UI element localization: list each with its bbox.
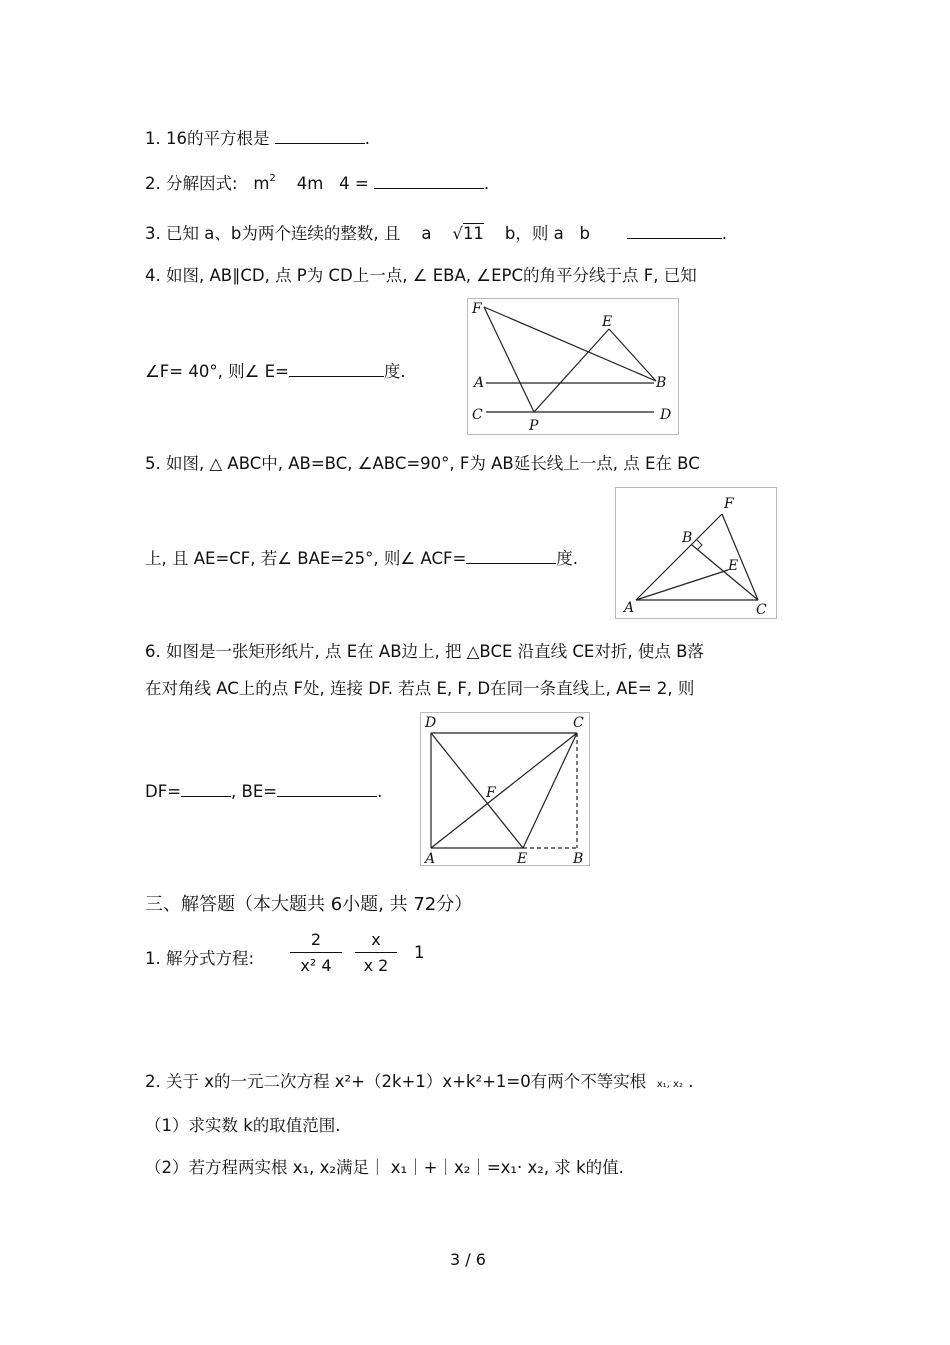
question-text: 度.: [556, 549, 579, 568]
label-B: B: [656, 375, 667, 391]
period: .: [721, 224, 727, 243]
question-number: 4.: [145, 266, 161, 285]
label-E: E: [517, 851, 528, 865]
question-number: 2.: [145, 1072, 161, 1091]
label-E: E: [728, 558, 739, 574]
problem-2-part1: （1）求实数 k的取值范围.: [145, 1116, 341, 1135]
answer-blank: [627, 224, 722, 239]
question-text: 如图, △ ABC中, AB=BC, ∠ABC=90°, F为 AB延长线上一点, 点 E在 BC: [166, 454, 700, 473]
label-C: C: [756, 602, 767, 618]
question-text: 16的平方根是: [166, 129, 270, 148]
question-number: 3.: [145, 224, 161, 243]
question-number: 2.: [145, 174, 161, 193]
fraction-numerator: x: [371, 930, 381, 949]
fraction-bar: [290, 952, 342, 953]
figure-q5-svg: [616, 488, 776, 618]
exponent: 2: [269, 172, 276, 184]
question-4: [145, 262, 697, 286]
variable-b: b: [504, 224, 516, 243]
question-text: ∠F= 40°, 则∠ E=: [145, 362, 289, 381]
question-text: 如图, AB∥CD, 点 P为 CD上一点, ∠ EBA, ∠EPC的角平分线于点 F, 已知: [166, 266, 697, 285]
question-text: 解分式方程:: [166, 949, 255, 968]
fraction-denominator: x 2: [363, 956, 389, 975]
label-F: F: [486, 785, 496, 801]
page-number: 3 / 6: [450, 1250, 486, 1269]
label-P: P: [529, 418, 539, 434]
question-4-line2: [145, 358, 406, 382]
roots: x₁, x₂: [656, 1079, 683, 1090]
period: .: [377, 782, 383, 801]
question-number: 1.: [145, 129, 161, 148]
question-text: ，则 a: [515, 224, 564, 243]
label-C: C: [472, 407, 483, 423]
question-text: 如图是一张矩形纸片, 点 E在 AB边上, 把 △BCE 沿直线 CE对折, 使点 B落: [166, 642, 704, 661]
fraction-2: [355, 930, 397, 975]
period: .: [364, 129, 370, 148]
label-A: A: [425, 851, 436, 865]
variable-b: b: [579, 224, 590, 243]
radicand: 11: [462, 224, 484, 243]
fraction-denominator: x² 4: [300, 956, 332, 975]
fraction-numerator: 2: [310, 930, 322, 949]
variable-a: a: [421, 224, 432, 243]
question-number: 5.: [145, 454, 161, 473]
label-D: D: [660, 407, 672, 423]
problem-1: [145, 945, 254, 969]
question-text: 分解因式:: [166, 174, 238, 193]
figure-q4: [467, 298, 679, 435]
question-text: 度.: [383, 362, 406, 381]
expr-term: 4 =: [339, 174, 369, 193]
label-A: A: [624, 600, 635, 616]
question-2: [145, 170, 489, 194]
question-6: [145, 638, 704, 662]
period: .: [483, 174, 490, 193]
question-5: [145, 450, 700, 474]
question-number: 6.: [145, 642, 161, 661]
question-text: 已知 a、b为两个连续的整数, 且: [166, 224, 401, 243]
question-text: 在对角线 AC上的点 F处, 连接 DF. 若点 E, F, D在同一条直线上, AE= 2, 则: [145, 679, 695, 698]
label-F: F: [472, 301, 482, 317]
figure-q4-svg: [468, 299, 678, 434]
figure-q5: [615, 487, 777, 619]
label-C: C: [573, 715, 584, 731]
question-3: [145, 220, 727, 244]
answer-blank: [289, 362, 384, 377]
figure-q6-svg: [421, 713, 589, 865]
label-A: A: [474, 375, 485, 391]
question-text: , BE=: [231, 782, 278, 801]
question-text: 关于 x的一元二次方程 x²+（2k+1）x+k²+1=0有两个不等实根: [166, 1072, 647, 1091]
expr-term: m: [253, 174, 270, 193]
question-5-line2: [145, 545, 578, 569]
answer-blank: [466, 549, 556, 564]
label-F: F: [724, 496, 734, 512]
equation-rhs: 1: [414, 943, 425, 962]
answer-blank-be: [277, 782, 377, 797]
answer-blank-df: [181, 782, 231, 797]
figure-q6: [420, 712, 590, 866]
label-E: E: [602, 314, 613, 330]
label-D: D: [425, 715, 437, 731]
sqrt-symbol: √: [452, 224, 463, 243]
section-title: 三、解答题（本大题共 6小题, 共 72分）: [145, 894, 473, 915]
label-B: B: [573, 851, 584, 865]
question-number: 1.: [145, 949, 161, 968]
fraction-1: [290, 930, 342, 975]
question-1: [145, 125, 370, 149]
fraction-bar: [355, 952, 397, 953]
question-6-line2: [145, 675, 694, 699]
question-text: DF=: [145, 782, 182, 801]
answer-blank: [275, 129, 365, 144]
question-text: 上, 且 AE=CF, 若∠ BAE=25°, 则∠ ACF=: [145, 549, 467, 568]
answer-blank: [374, 174, 484, 189]
question-6-line3: [145, 782, 382, 801]
problem-2-part2: （2）若方程两实根 x₁, x₂满足｜ x₁｜+｜x₂｜=x₁· x₂, 求 k的值.: [145, 1158, 624, 1177]
problem-2: 2. 关于 x的一元二次方程 x²+（2k+1）x+k²+1=0有两个不等实根 x₁, x₂ .: [145, 1072, 694, 1091]
expr-term: 4m: [296, 174, 324, 193]
label-B: B: [682, 530, 693, 546]
